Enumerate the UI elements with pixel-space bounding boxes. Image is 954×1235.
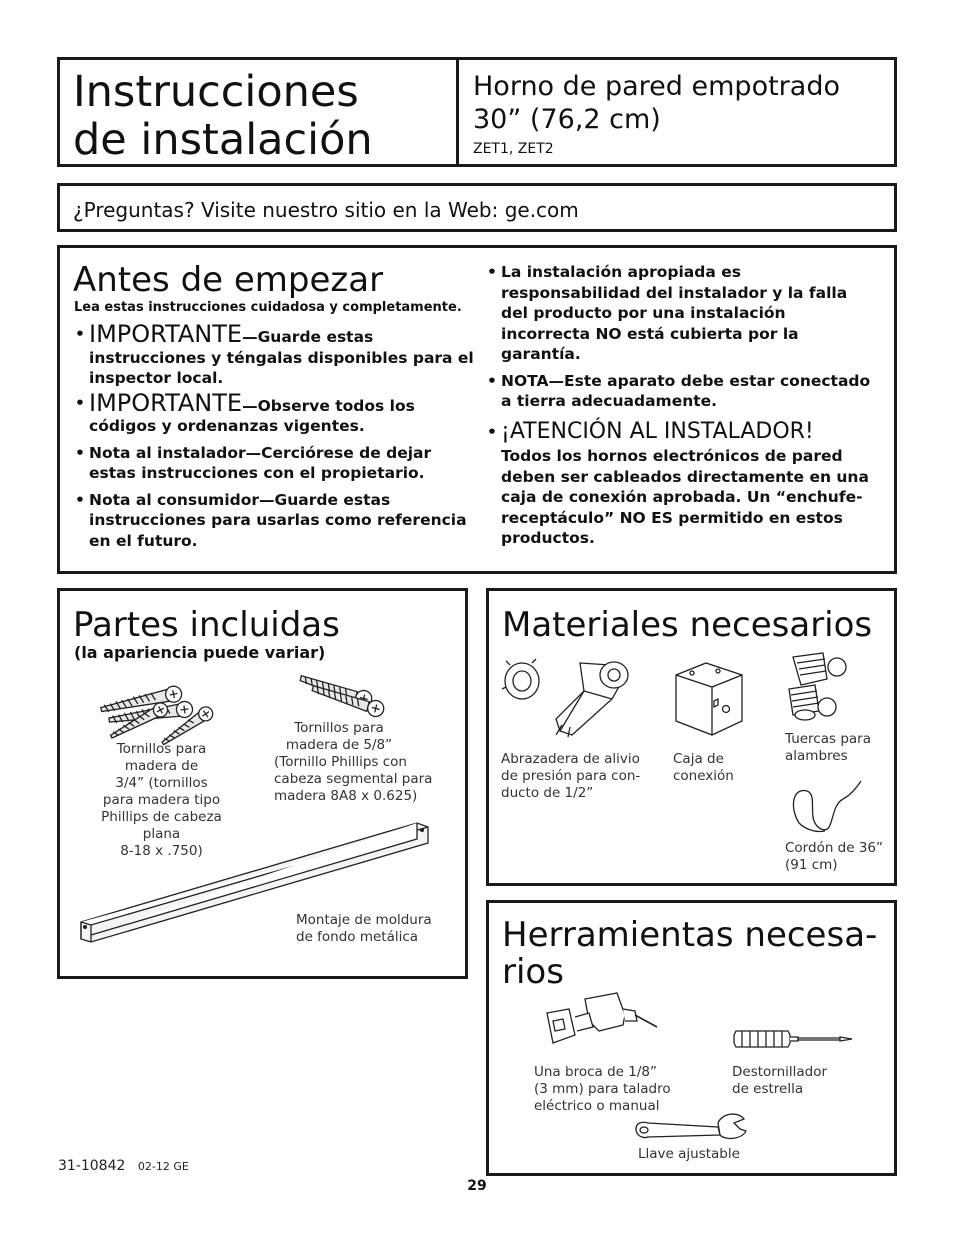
junction-box-illustration xyxy=(670,659,748,739)
cord-caption xyxy=(785,840,883,874)
caption-line: plana xyxy=(142,826,181,842)
caption-line: para madera tipo xyxy=(102,792,221,808)
caption-line: Montaje de moldura xyxy=(296,912,432,928)
caption-line: Cordón de 36” xyxy=(785,840,884,856)
partes-box xyxy=(57,588,468,979)
caption-line: madera de 5/8” xyxy=(285,737,393,753)
caption-line: (Tornillo Phillips con xyxy=(274,754,407,770)
caption-line: Tornillos para xyxy=(294,720,384,736)
caption-line: (91 cm) xyxy=(785,857,838,873)
junction-box-caption xyxy=(673,751,734,785)
nota-tierra: • NOTA—Este aparato debe estar conectado a tierra adecuadamente. xyxy=(486,371,876,412)
antes-box xyxy=(57,245,897,574)
caption-line: de estrella xyxy=(732,1081,804,1097)
strain-relief-clamp-illustration xyxy=(500,657,635,741)
header-divider xyxy=(456,60,459,164)
caption-line: de fondo metálica xyxy=(296,929,419,945)
doc-date: 02-12 GE xyxy=(137,1160,189,1173)
header-box xyxy=(57,57,897,167)
caption-line: Abrazadera de alivio xyxy=(501,751,640,767)
screwdriver-caption xyxy=(732,1064,827,1098)
title-line-1: Instrucciones xyxy=(73,67,359,117)
cord-illustration xyxy=(785,777,865,837)
page-title xyxy=(73,68,373,164)
caption-line: Tuercas para xyxy=(785,731,871,747)
caption-line: cabeza segmental para xyxy=(274,771,433,787)
wrench-caption: Llave ajustable xyxy=(638,1146,740,1162)
questions-box xyxy=(57,183,897,232)
atencion-text: Todos los hornos electrónicos de pared deben ser cableados directamente en una caja de conexión aprobada. Un “enchufe-receptáculo” NO ES permitido en estos productos. xyxy=(501,447,869,547)
importante-heading-1: IMPORTANTE xyxy=(89,320,243,348)
caption-line: Tornillos para xyxy=(116,741,207,757)
herramientas-box xyxy=(486,900,897,1176)
screwdriver-illustration xyxy=(732,1025,857,1053)
caption-line: eléctrico o manual xyxy=(534,1098,660,1114)
product-title xyxy=(473,70,840,136)
title-line-2: de instalación xyxy=(73,115,373,165)
screws-58-illustration xyxy=(293,675,388,715)
importante-text-1: —Guarde estas instrucciones y téngalas disponibles para el inspector local. xyxy=(89,328,474,387)
caption-line: 8-18 x .750) xyxy=(120,843,203,859)
questions-text: ¿Preguntas? Visite nuestro sitio en la Web: ge.com xyxy=(73,198,579,222)
page-number: 29 xyxy=(467,1178,487,1194)
wire-nuts-caption xyxy=(785,731,871,765)
caption-line: Una broca de 1/8” xyxy=(534,1064,657,1080)
herramientas-title-line-1: Herramientas necesa- xyxy=(502,915,878,955)
nota-instalador: • Nota al instalador—Cerciórese de dejar estas instrucciones con el propietario. xyxy=(74,443,474,484)
importante-text-2: —Observe todos los códigos y ordenanzas vigentes. xyxy=(89,396,415,435)
caption-line: madera 8A8 x 0.625) xyxy=(274,788,418,804)
caption-line: conexión xyxy=(673,768,734,784)
drill-caption xyxy=(534,1064,671,1115)
model-numbers: ZET1, ZET2 xyxy=(473,141,554,157)
caption-line: (3 mm) para taladro xyxy=(534,1081,671,1097)
product-line-2: 30” (76,2 cm) xyxy=(473,104,661,135)
document-number xyxy=(58,1158,189,1174)
clamp-caption xyxy=(501,751,640,802)
herramientas-title-line-2: rios xyxy=(502,952,564,992)
caption-line: de presión para con- xyxy=(501,768,641,784)
caption-line: alambres xyxy=(785,748,848,764)
atencion-heading: • ¡ATENCIÓN AL INSTALADOR! xyxy=(501,418,814,444)
screws-34-illustration xyxy=(92,683,217,733)
caption-line: Phillips de cabeza xyxy=(101,809,222,825)
materiales-box xyxy=(486,588,897,886)
antes-title: Antes de empezar xyxy=(73,260,384,300)
herramientas-title xyxy=(502,917,877,991)
partes-title: Partes incluidas xyxy=(73,605,340,645)
antes-subtitle: Lea estas instrucciones cuidadosa y completamente. xyxy=(74,300,462,315)
antes-right-list xyxy=(486,262,876,555)
wire-nuts-illustration xyxy=(779,649,851,721)
importante-heading-2: IMPORTANTE xyxy=(89,388,243,417)
caption-line: Destornillador xyxy=(732,1064,828,1080)
importante-guardar xyxy=(74,320,474,389)
materiales-title: Materiales necesarios xyxy=(502,605,873,645)
caption-line: Caja de xyxy=(673,751,724,767)
antes-left-list xyxy=(74,320,474,557)
caption-line: 3/4” (tornillos xyxy=(115,775,208,791)
caption-line: madera de xyxy=(124,758,199,774)
drill-illustration xyxy=(539,991,659,1053)
nota-consumidor: • Nota al consumidor—Guarde estas instrucciones para usarlas como referencia en el futuro. xyxy=(74,490,474,552)
product-line-1: Horno de pared empotrado xyxy=(473,71,840,102)
doc-number: 31-10842 xyxy=(58,1158,126,1174)
screws-58-caption xyxy=(274,720,459,805)
partes-subtitle: (la apariencia puede variar) xyxy=(74,643,326,662)
trim-caption xyxy=(296,912,432,946)
wrench-illustration xyxy=(630,1111,750,1147)
instalacion-responsabilidad: • La instalación apropiada es responsabilidad del instalador y la falla del producto por una instalación incorrecta NO está cubierta por la garantía. xyxy=(486,262,876,365)
caption-line: ducto de 1/2” xyxy=(501,785,594,801)
atencion-instalador xyxy=(486,418,876,549)
importante-observar xyxy=(74,388,474,437)
